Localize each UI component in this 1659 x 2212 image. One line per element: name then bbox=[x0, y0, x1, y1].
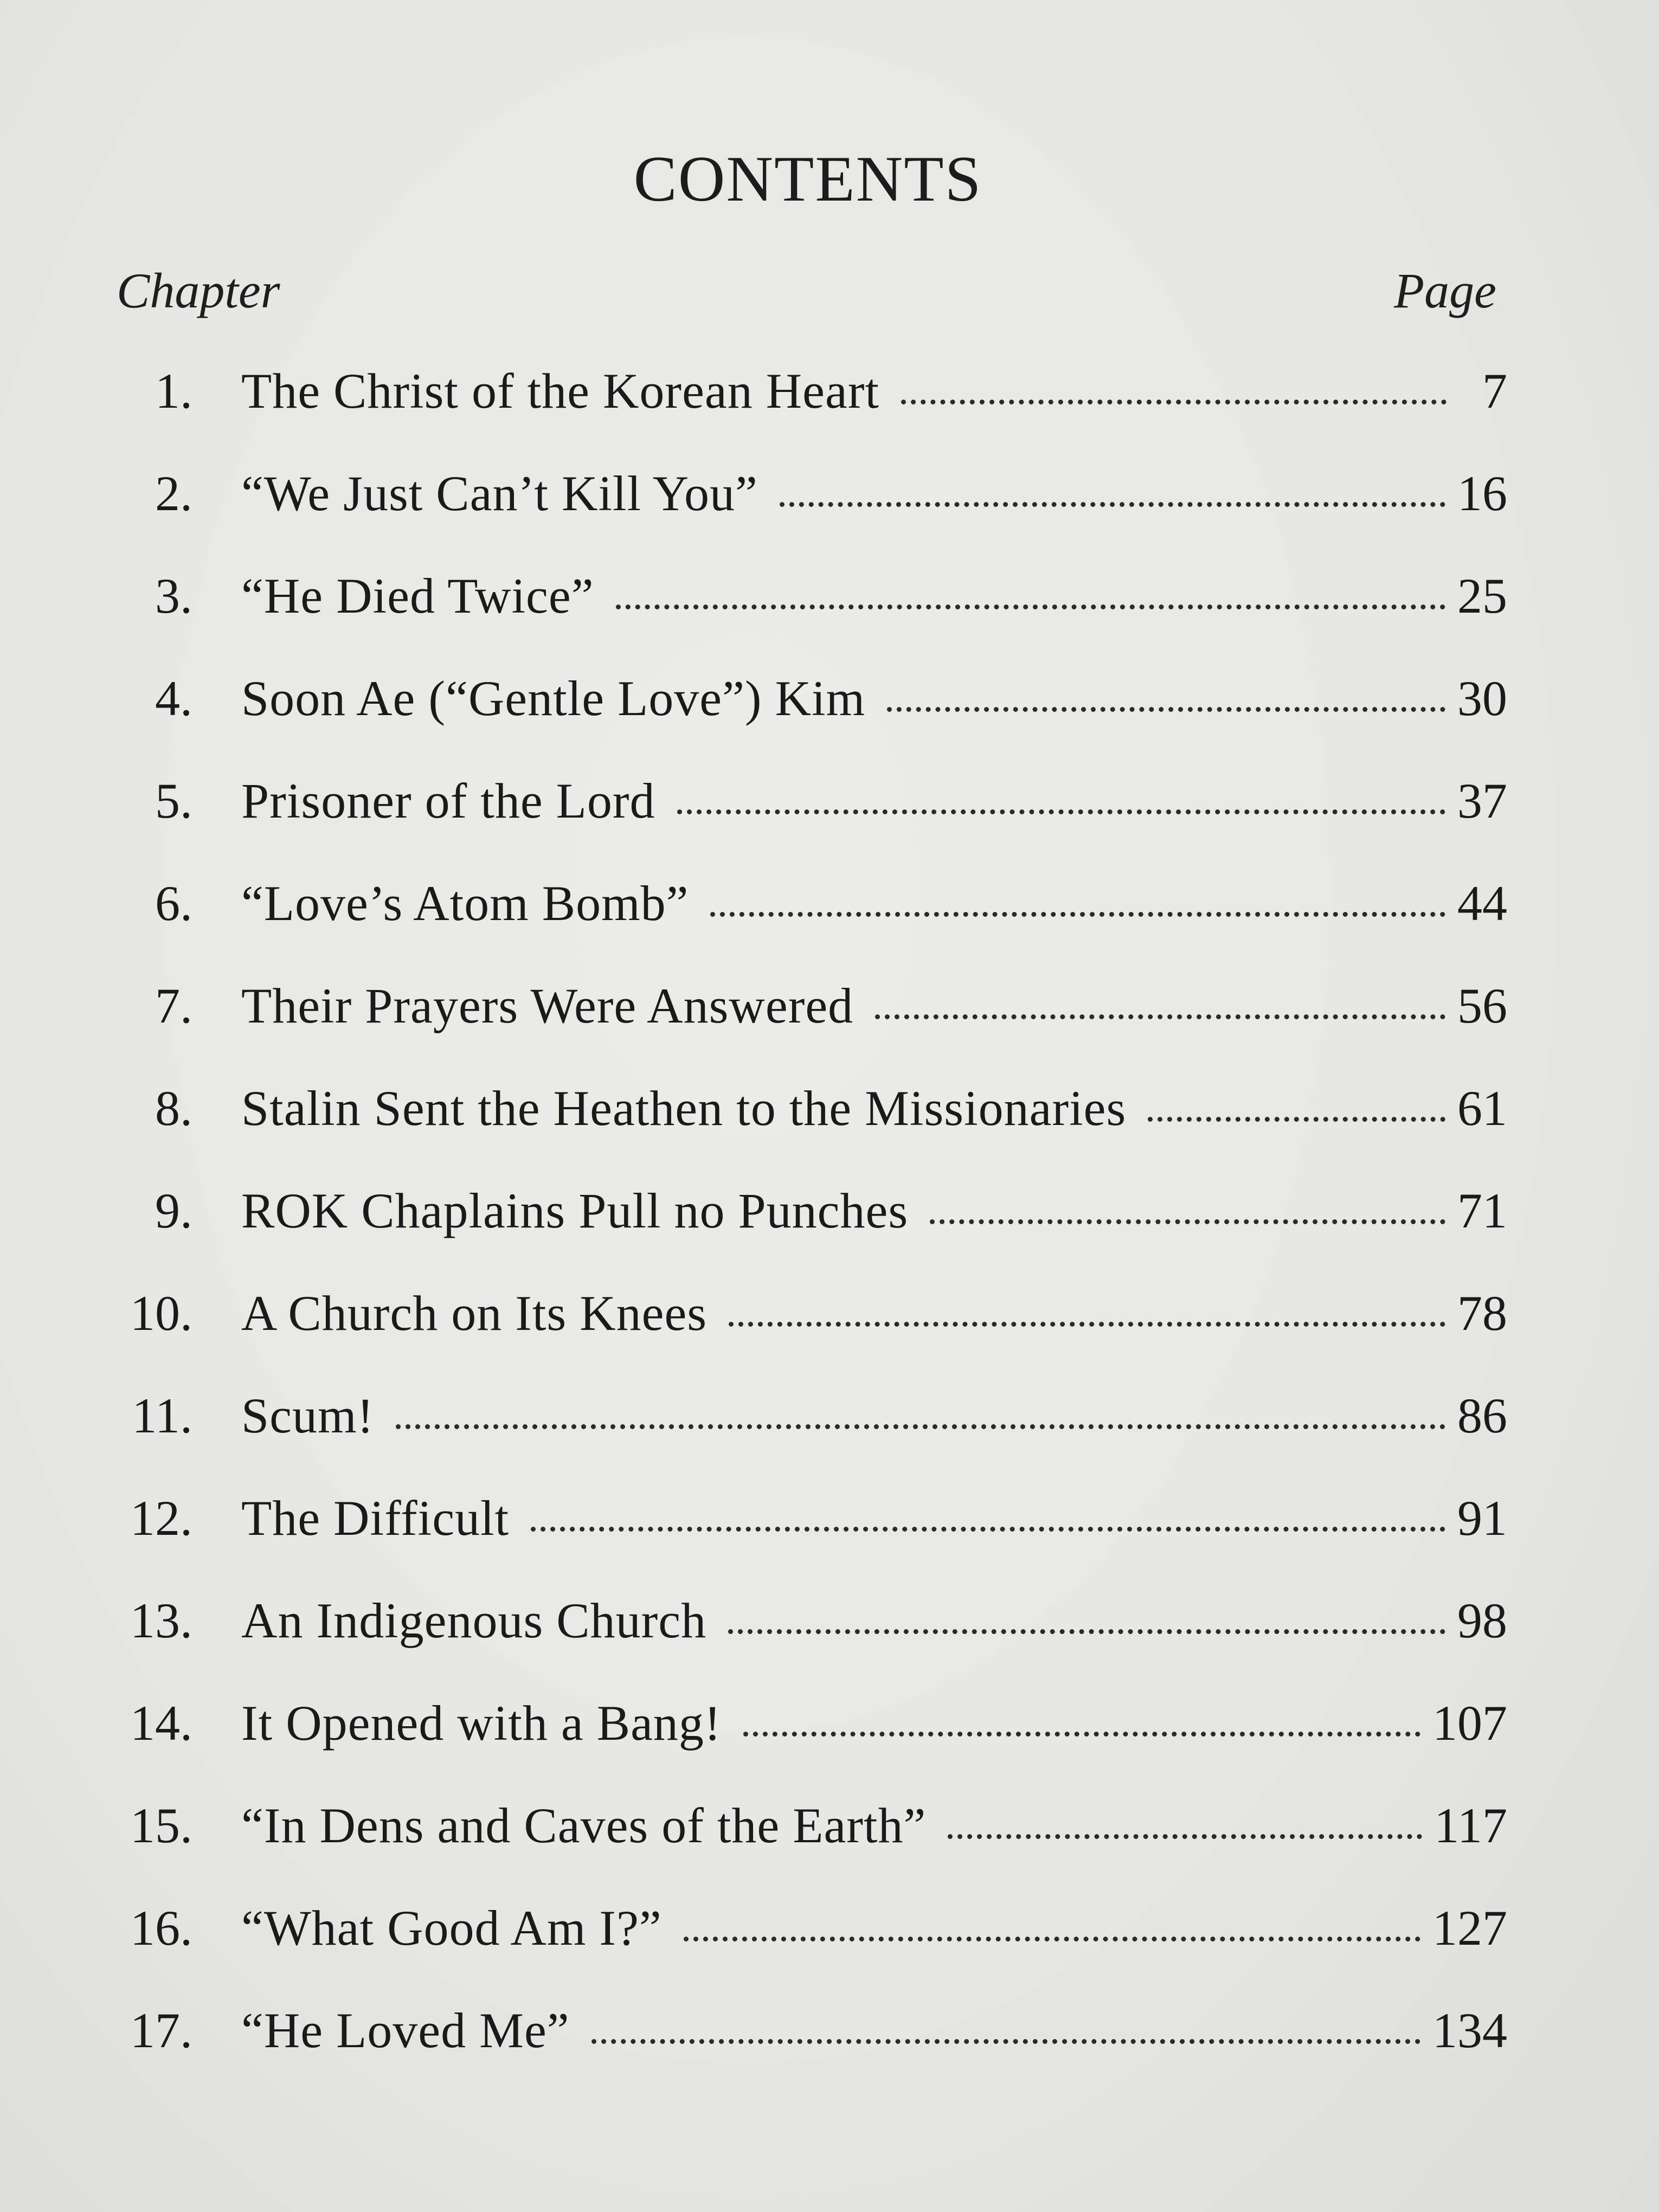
toc-entry bbox=[0, 1175, 1659, 1277]
page-column-heading: Page bbox=[1393, 263, 1496, 318]
page-number: 127 bbox=[1432, 1900, 1507, 1956]
dot-leader bbox=[743, 1732, 1420, 1737]
chapter-title: Soon Ae (“Gentle Love”) Kim bbox=[241, 671, 866, 726]
toc-entry bbox=[0, 560, 1659, 663]
toc-entry bbox=[0, 970, 1659, 1072]
dot-leader bbox=[710, 912, 1445, 917]
chapter-number: 5. bbox=[155, 773, 192, 828]
chapter-title: “What Good Am I?” bbox=[241, 1900, 662, 1956]
dot-leader bbox=[930, 1219, 1445, 1224]
dot-leader bbox=[948, 1834, 1422, 1839]
page-number: 86 bbox=[1457, 1388, 1507, 1443]
chapter-number: 14. bbox=[130, 1695, 192, 1751]
page-number: 134 bbox=[1432, 2003, 1507, 2058]
toc-entry bbox=[0, 1687, 1659, 1790]
toc-entry bbox=[0, 1995, 1659, 2097]
dot-leader bbox=[875, 1014, 1445, 1019]
page-number: 71 bbox=[1457, 1183, 1507, 1238]
chapter-title: “Love’s Atom Bomb” bbox=[241, 876, 689, 931]
page-number: 56 bbox=[1457, 978, 1507, 1033]
chapter-title: “In Dens and Caves of the Earth” bbox=[241, 1798, 927, 1853]
page-title: CONTENTS bbox=[633, 143, 982, 215]
page-number: 25 bbox=[1457, 568, 1507, 623]
dot-leader bbox=[684, 1937, 1420, 1941]
dot-leader bbox=[677, 809, 1445, 814]
chapter-number: 10. bbox=[130, 1285, 192, 1341]
chapter-title: The Christ of the Korean Heart bbox=[241, 363, 880, 419]
chapter-number: 1. bbox=[155, 363, 192, 419]
dot-leader bbox=[729, 1322, 1445, 1327]
toc-entry bbox=[0, 1277, 1659, 1380]
page-number: 117 bbox=[1434, 1798, 1507, 1853]
dot-leader bbox=[531, 1527, 1445, 1532]
contents-list bbox=[0, 355, 1659, 2097]
page-number: 91 bbox=[1457, 1490, 1507, 1546]
page-number: 16 bbox=[1457, 466, 1507, 521]
chapter-title: Prisoner of the Lord bbox=[241, 773, 655, 828]
chapter-title: It Opened with a Bang! bbox=[241, 1695, 722, 1751]
chapter-column-heading: Chapter bbox=[117, 263, 280, 318]
dot-leader bbox=[728, 1629, 1445, 1634]
chapter-number: 7. bbox=[155, 978, 192, 1033]
page-number: 30 bbox=[1457, 671, 1507, 726]
page-number: 98 bbox=[1457, 1593, 1507, 1648]
page-number: 7 bbox=[1482, 363, 1507, 419]
chapter-number: 16. bbox=[130, 1900, 192, 1956]
toc-entry bbox=[0, 765, 1659, 867]
toc-entry bbox=[0, 1585, 1659, 1687]
chapter-number: 6. bbox=[155, 876, 192, 931]
chapter-title: “He Loved Me” bbox=[241, 2003, 570, 2058]
chapter-title: Their Prayers Were Answered bbox=[241, 978, 854, 1033]
toc-entry bbox=[0, 355, 1659, 458]
dot-leader bbox=[887, 707, 1445, 712]
page-number: 107 bbox=[1432, 1695, 1507, 1751]
toc-entry bbox=[0, 1790, 1659, 1892]
chapter-number: 17. bbox=[130, 2003, 192, 2058]
page-number: 61 bbox=[1457, 1081, 1507, 1136]
chapter-number: 4. bbox=[155, 671, 192, 726]
toc-entry bbox=[0, 1482, 1659, 1585]
chapter-number: 12. bbox=[130, 1490, 192, 1546]
chapter-title: A Church on Its Knees bbox=[241, 1285, 708, 1341]
toc-entry bbox=[0, 458, 1659, 560]
chapter-title: Scum! bbox=[241, 1388, 375, 1443]
toc-entry bbox=[0, 1892, 1659, 1995]
page-number: 78 bbox=[1457, 1285, 1507, 1341]
page-number: 44 bbox=[1457, 876, 1507, 931]
chapter-number: 3. bbox=[155, 568, 192, 623]
chapter-title: “He Died Twice” bbox=[241, 568, 594, 623]
toc-entry bbox=[0, 1072, 1659, 1175]
chapter-number: 15. bbox=[130, 1798, 192, 1853]
chapter-title: The Difficult bbox=[241, 1490, 510, 1546]
chapter-title: ROK Chaplains Pull no Punches bbox=[241, 1183, 909, 1238]
dot-leader bbox=[1148, 1117, 1445, 1122]
chapter-title: Stalin Sent the Heathen to the Missionaries bbox=[241, 1081, 1127, 1136]
toc-entry bbox=[0, 867, 1659, 970]
page-number: 37 bbox=[1457, 773, 1507, 828]
dot-leader bbox=[780, 502, 1445, 507]
chapter-number: 9. bbox=[155, 1183, 192, 1238]
chapter-title: “We Just Can’t Kill You” bbox=[241, 466, 758, 521]
dot-leader bbox=[591, 2039, 1420, 2044]
chapter-title: An Indigenous Church bbox=[241, 1593, 707, 1648]
chapter-number: 8. bbox=[155, 1081, 192, 1136]
dot-leader bbox=[396, 1424, 1445, 1429]
toc-entry bbox=[0, 1380, 1659, 1482]
toc-entry bbox=[0, 663, 1659, 765]
chapter-number: 13. bbox=[130, 1593, 192, 1648]
dot-leader bbox=[901, 400, 1446, 404]
chapter-number: 2. bbox=[155, 466, 192, 521]
dot-leader bbox=[616, 605, 1445, 609]
chapter-number: 11. bbox=[132, 1388, 192, 1443]
